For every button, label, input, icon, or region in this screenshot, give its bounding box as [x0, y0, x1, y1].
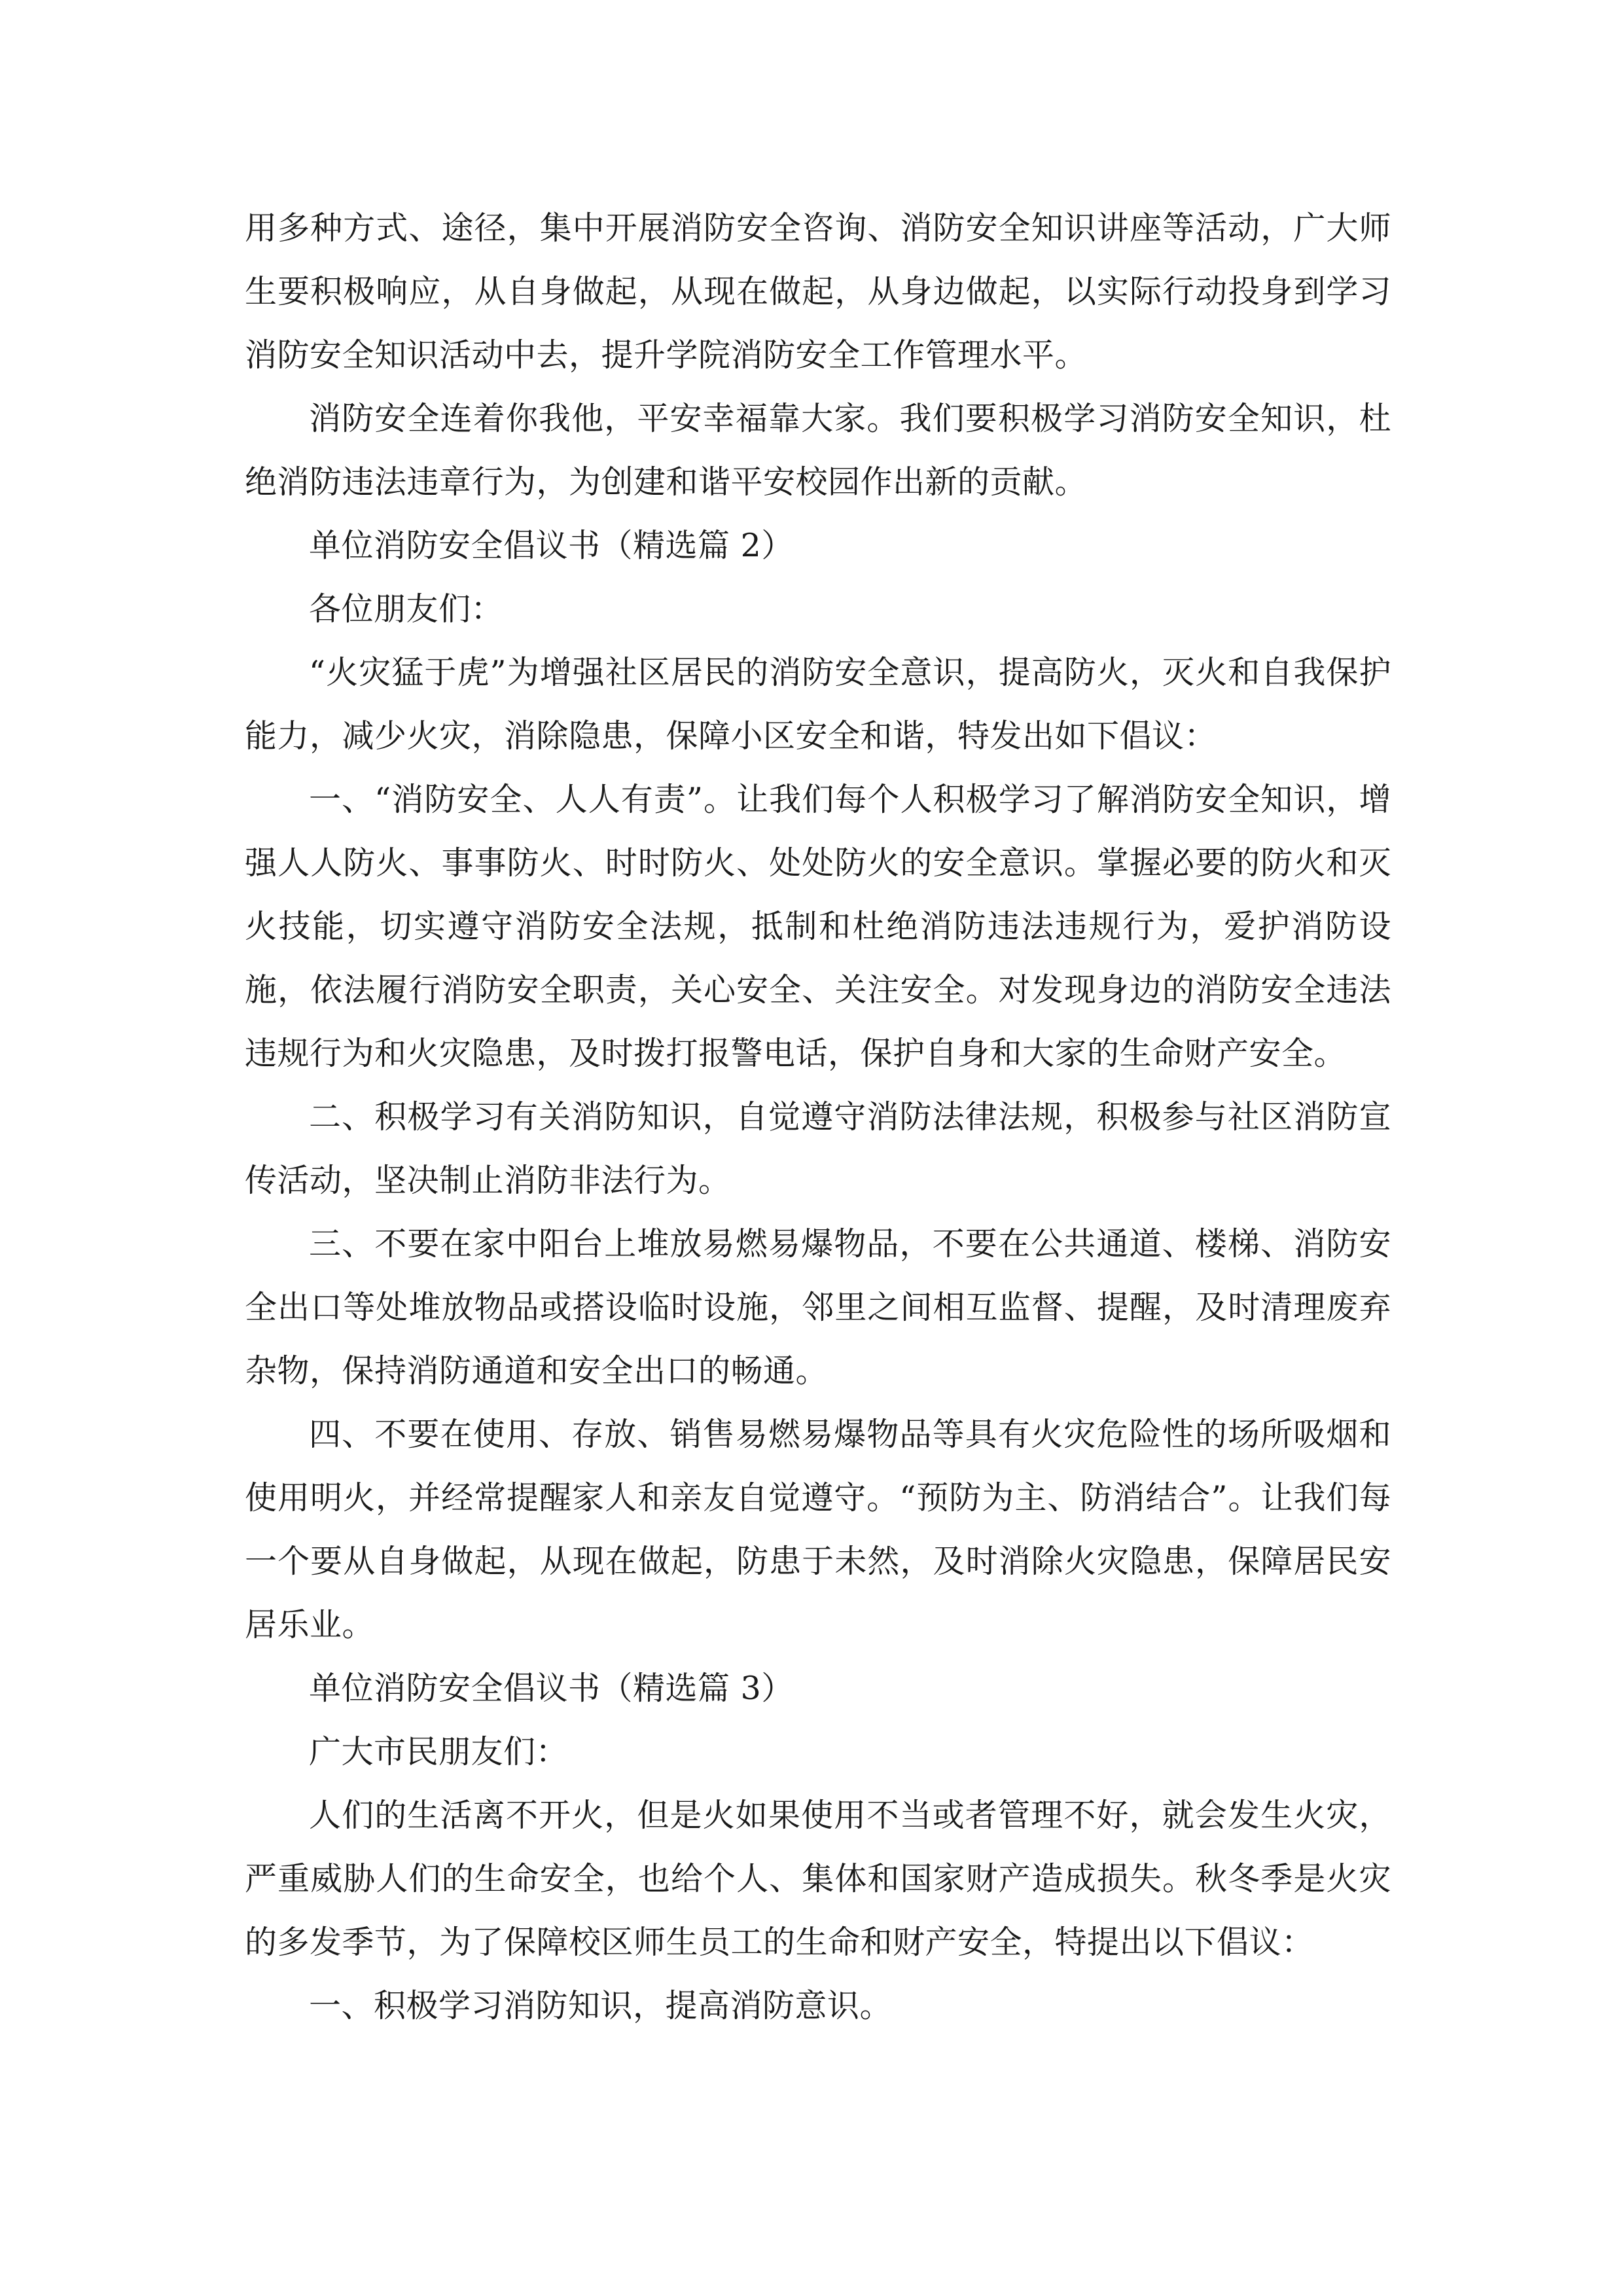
proposal-item-2: 二、积极学习有关消防知识，自觉遵守消防法律法规，积极参与社区消防宣传活动，坚决制止消防非法行为。 — [245, 1098, 1391, 1199]
proposal-item-3-1: 一、积极学习消防知识，提高消防意识。 — [309, 1987, 893, 2024]
paragraph-closing: 消防安全连着你我他，平安幸福靠大家。我们要积极学习消防安全知识，杜绝消防违法违章行为，为创建和谐平安校园作出新的贡献。 — [245, 400, 1391, 501]
section-heading-2: 单位消防安全倡议书（精选篇 2） — [309, 527, 794, 564]
paragraph-continuation: 用多种方式、途径，集中开展消防安全咨询、消防安全知识讲座等活动，广大师生要积极响应，从自身做起，从现在做起，从身边做起，以实际行动投身到学习消防安全知识活动中去，提升学院消防安全工作管理水平。 — [245, 209, 1391, 374]
proposal-item-1: 一、“消防安全、人人有责”。让我们每个人积极学习了解消防安全知识，增强人人防火、事事防火、时时防火、处处防火的安全意识。掌握必要的防火和灭火技能，切实遵守消防安全法规，抵制和杜绝消防违法违规行为，爱护消防设施，依法履行消防安全职责，关心安全、关注安全。对发现身边的消防安全违法违规行为和火灾隐患，及时拨打报警电话，保护自身和大家的生命财产安全。 — [245, 781, 1391, 1072]
proposal-item-4: 四、不要在使用、存放、销售易燃易爆物品等具有火灾危险性的场所吸烟和使用明火，并经常提醒家人和亲友自觉遵守。“预防为主、防消结合”。让我们每一个要从自身做起，从现在做起，防患于未然，及时消除火灾隐患，保障居民安居乐业。 — [245, 1416, 1391, 1643]
salutation-3: 广大市民朋友们： — [309, 1733, 569, 1770]
document-body — [245, 196, 1391, 2037]
proposal-item-3: 三、不要在家中阳台上堆放易燃易爆物品，不要在公共通道、楼梯、消防安全出口等处堆放物品或搭设临时设施，邻里之间相互监督、提醒，及时清理废弃杂物，保持消防通道和安全出口的畅通。 — [245, 1225, 1391, 1390]
paragraph-intro-3: 人们的生活离不开火，但是火如果使用不当或者管理不好，就会发生火灾，严重威胁人们的生命安全，也给个人、集体和国家财产造成损失。秋冬季是火灾的多发季节，为了保障校区师生员工的生命和财产安全，特提出以下倡议： — [245, 1797, 1391, 1961]
section-heading-3: 单位消防安全倡议书（精选篇 3） — [309, 1670, 794, 1707]
paragraph-intro-2: “火灾猛于虎”为增强社区居民的消防安全意识，提高防火，灭火和自我保护能力，减少火灾，消除隐患，保障小区安全和谐，特发出如下倡议： — [245, 654, 1391, 755]
salutation-2: 各位朋友们： — [309, 590, 504, 628]
